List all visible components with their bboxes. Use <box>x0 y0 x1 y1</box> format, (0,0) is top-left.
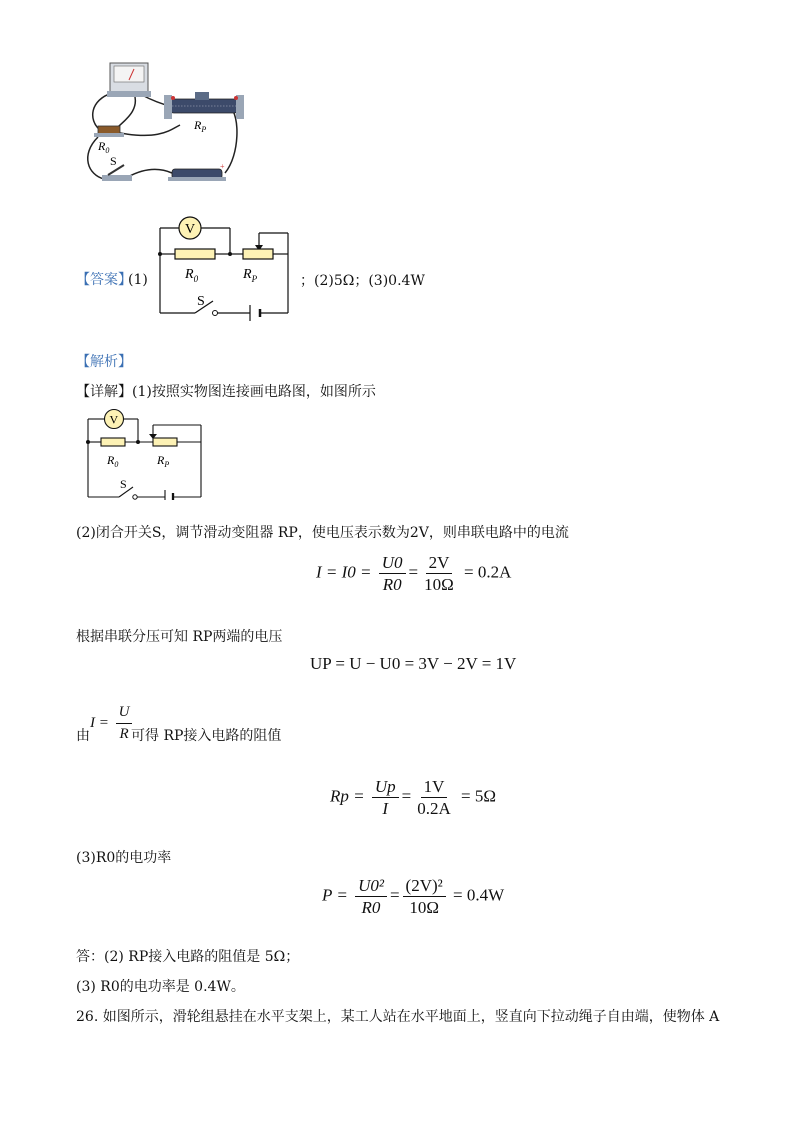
eq3-num: Up <box>372 777 399 798</box>
detail-r0-symbol <box>101 438 125 446</box>
detail-rp-label: $R_P$ <box>157 453 170 469</box>
answer-rp-label: $R_P$ <box>243 267 258 284</box>
eq4-num: U0² <box>355 876 387 897</box>
equation-resistance: Rp = $\frac{Up}{I}$ = $\frac{1V}{0.2A}$ = 5Ω <box>330 777 496 818</box>
eq1-num: U0 <box>379 553 406 574</box>
answer-s-label: S <box>197 294 205 309</box>
eq4-result: = 0.4W <box>452 885 505 905</box>
ohm-den: R <box>119 726 129 742</box>
detail-line <box>76 382 376 402</box>
part3-intro: (3)R0的电功率 <box>76 850 172 866</box>
detail-s-label: S <box>120 477 127 491</box>
next-question: 26. 如图所示，滑轮组悬挂在水平支架上，某工人站在水平地面上，竖直向下拉动绳子自由端，使物体 A <box>76 1009 720 1025</box>
svg-text:+: + <box>220 162 225 171</box>
equation-current: I = I0 = $\frac{U0}{R0}$ = $\frac{2V}{10\Omega}$ = 0.2A <box>316 553 512 594</box>
part2-text3-prefix: 由 <box>76 728 90 744</box>
eq3-mid-num: 1V <box>421 777 448 798</box>
eq4-mid-den: 10Ω <box>409 898 439 917</box>
apparatus-photo <box>80 55 250 195</box>
part2-text3-suffix: 可得 RP接入电路的阻值 <box>131 728 282 744</box>
ohm-lhs: I = <box>90 714 109 731</box>
ohms-law-inline <box>90 703 135 744</box>
part2-intro: (2)闭合开关S，调节滑动变阻器 RP，使电压表示数为2V，则串联电路中的电流 <box>76 525 569 541</box>
answer-voltmeter-letter: V <box>185 222 196 237</box>
answer-r0-label: $R_0$ <box>185 267 199 284</box>
answer-rp-symbol <box>243 249 273 259</box>
eq4-mid-num: (2V)² <box>403 876 446 897</box>
equation-voltage: UP = U − U0 = 3V − 2V = 1V <box>310 654 517 673</box>
eq3-result: = 5Ω <box>461 786 496 806</box>
eq1-lhs: I = I0 = <box>316 562 372 582</box>
detail-text: (1)按照实物图连接画电路图，如图所示 <box>132 384 376 400</box>
photo-switch-label: S <box>110 154 117 168</box>
answer-part1: (1) <box>128 272 148 288</box>
conclusion-line-1: 答：(2) RP接入电路的阻值是 5Ω； <box>76 949 300 965</box>
detail-voltmeter-letter: V <box>109 412 119 427</box>
eq4-den: R0 <box>361 898 381 917</box>
answer-circuit-diagram <box>155 213 295 323</box>
detail-r0-label: $R_0$ <box>107 453 119 469</box>
switch-photo <box>102 175 132 181</box>
photo-rp-label: $R_P$ <box>194 118 207 134</box>
equation-power: P = $\frac{\text{U0²}}{R0}$ = $\frac{\text{(2V)²}}{10\Omega}$ = 0.4W <box>322 876 505 917</box>
eq4-lhs: P = <box>322 885 348 905</box>
eq3-lhs: Rp = <box>330 786 365 806</box>
answer-rest: ；(2)5Ω；(3)0.4W <box>300 273 425 289</box>
answer-r0-symbol <box>175 249 215 259</box>
eq3-den: I <box>382 799 389 818</box>
conclusion-line-2: (3) R0的电功率是 0.4W。 <box>76 979 245 995</box>
detail-rp-symbol <box>153 438 177 446</box>
part2-text2: 根据串联分压可知 RP两端的电压 <box>76 629 283 645</box>
ohm-num: U <box>116 703 133 724</box>
eq1-mid-num: 2V <box>426 553 453 574</box>
eq1-result: = 0.2A <box>464 562 512 582</box>
photo-r0-label: $R_0$ <box>98 139 110 155</box>
eq3-mid-den: 0.2A <box>417 799 451 818</box>
resistor-photo <box>98 126 120 134</box>
detail-circuit-diagram <box>83 405 208 500</box>
detail-tag: 【详解】 <box>76 384 132 400</box>
analysis-tag: 【解析】 <box>76 354 132 370</box>
answer-tag: 【答案】 <box>76 272 132 288</box>
eq1-mid-den: 10Ω <box>424 575 454 594</box>
eq1-den: R0 <box>382 575 402 594</box>
